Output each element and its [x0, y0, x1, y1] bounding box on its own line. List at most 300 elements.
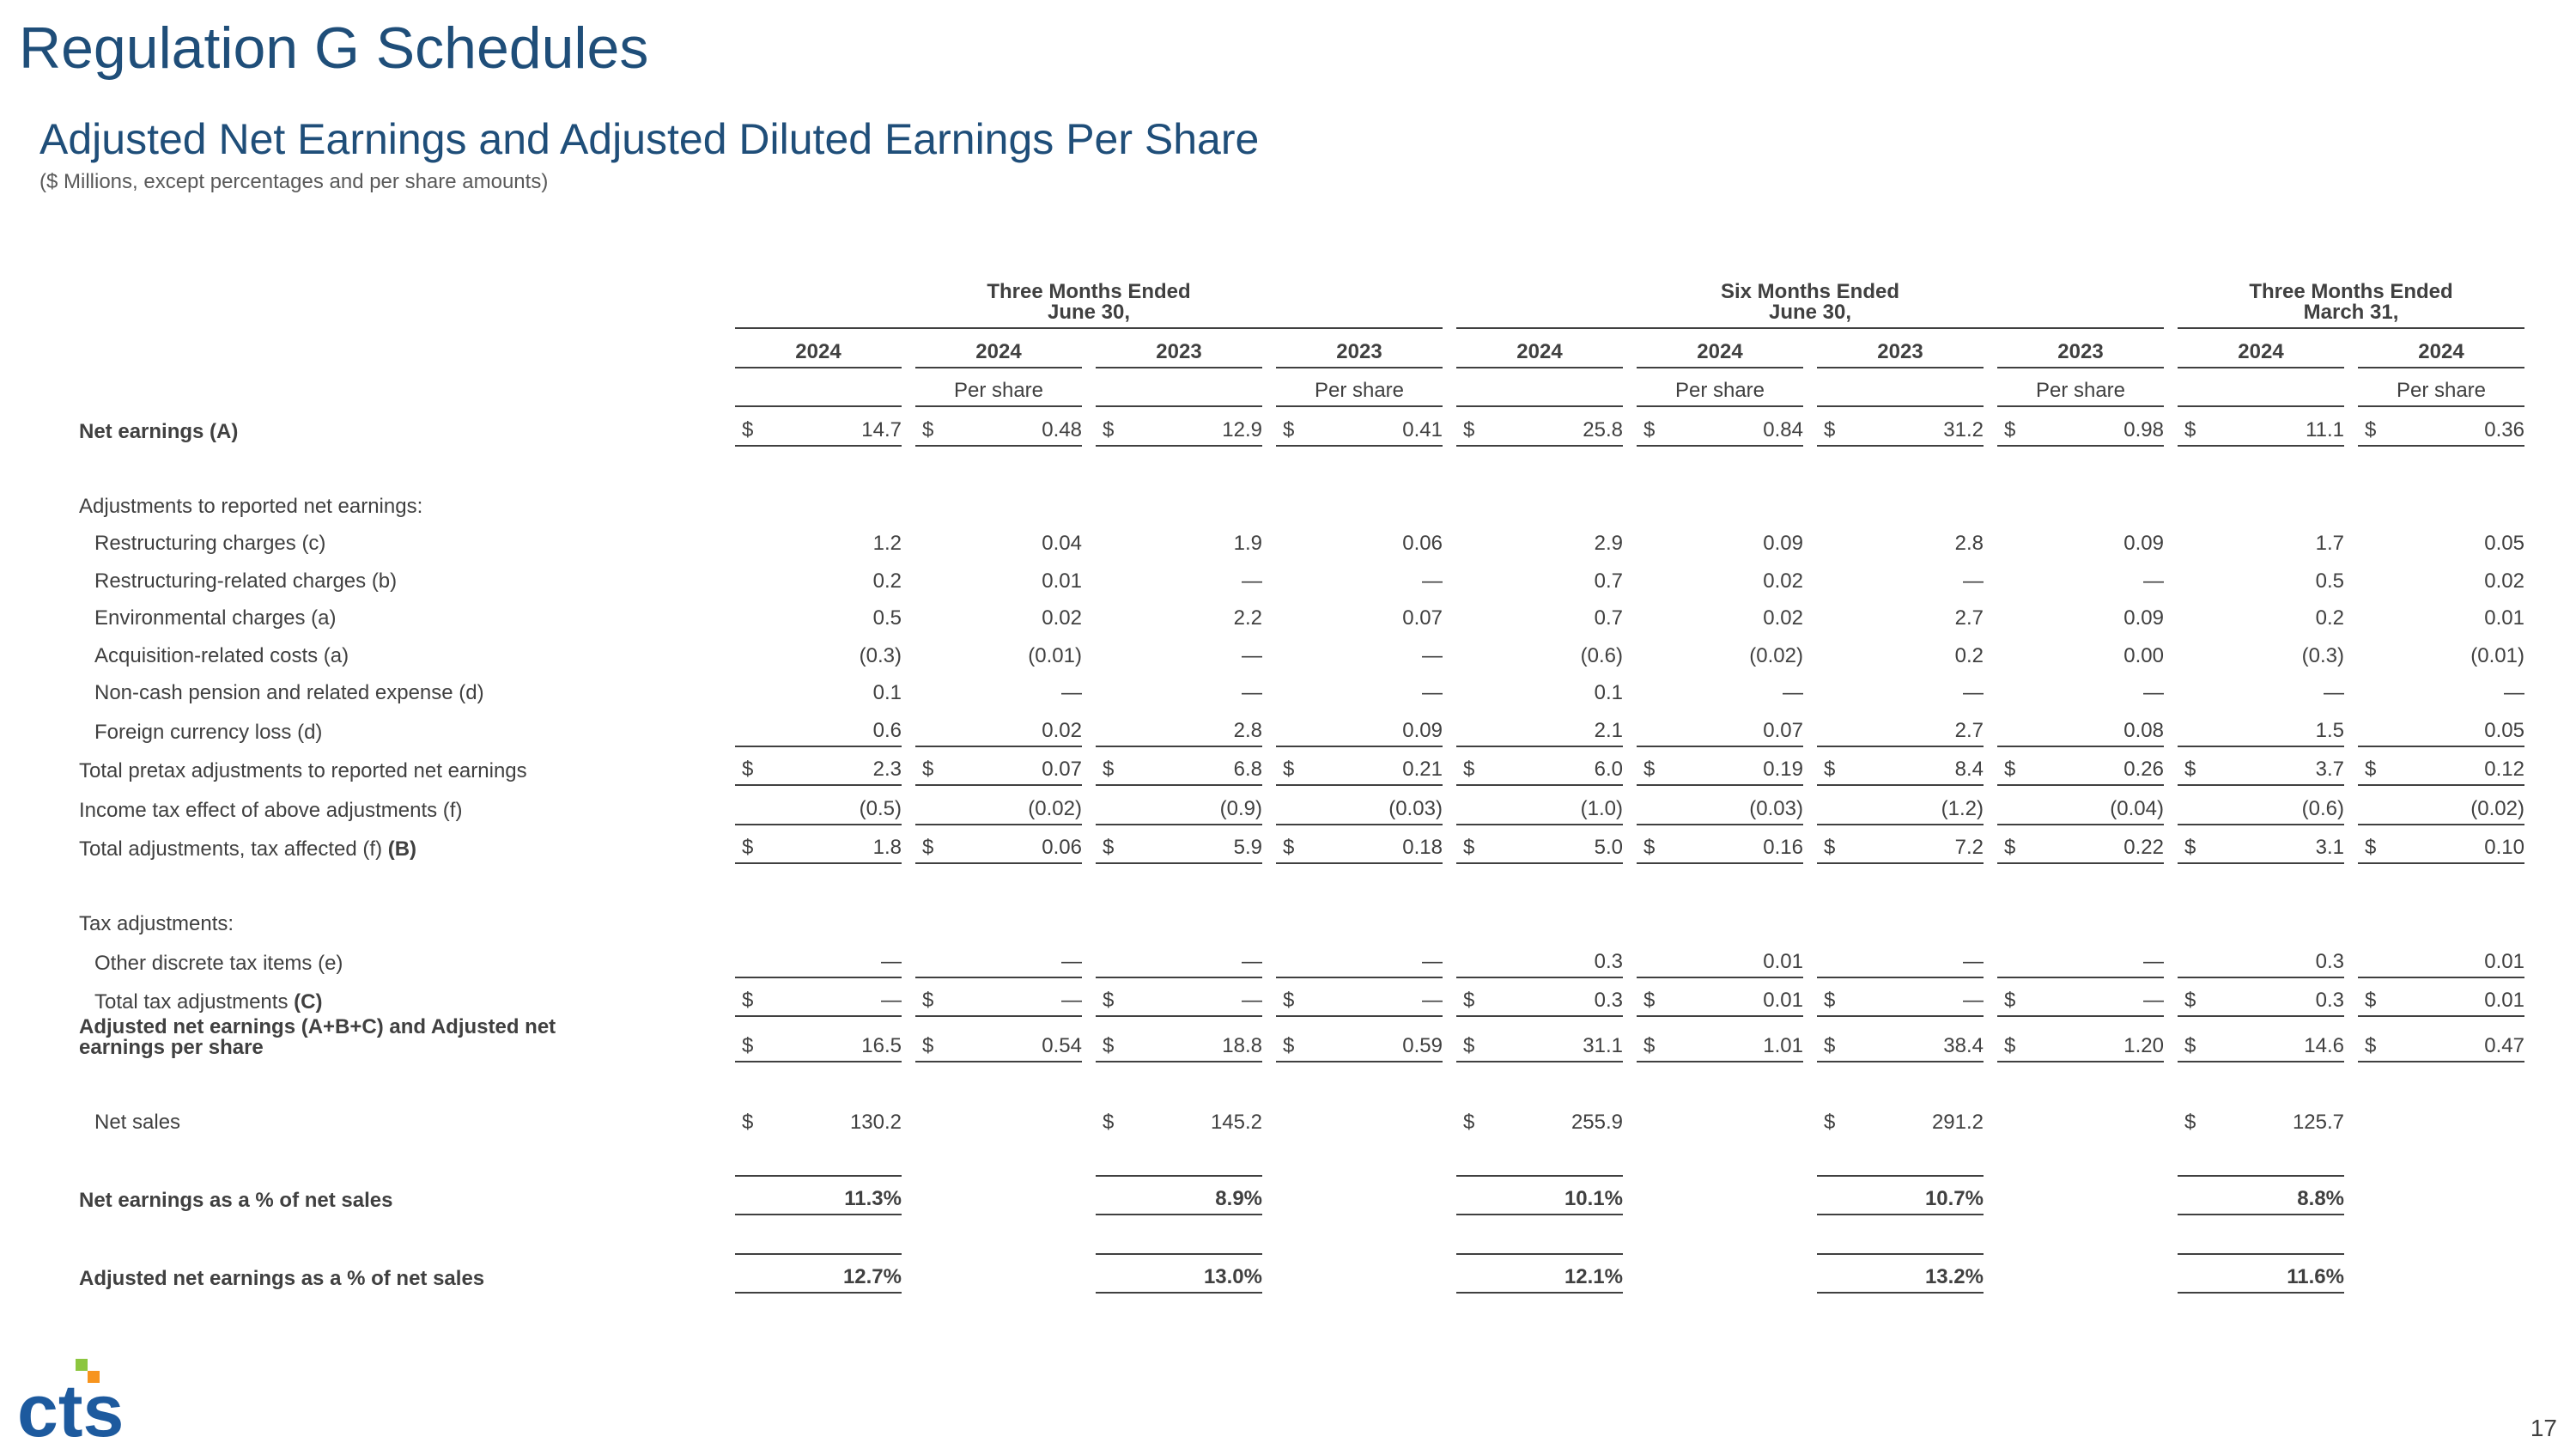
- value-cell: [2178, 786, 2344, 825]
- value-wrap: [915, 643, 1082, 667]
- value-cell: [735, 747, 902, 787]
- value-cell: [1456, 558, 1623, 596]
- value-number: 0.04: [1042, 532, 1082, 555]
- value-number: —: [2143, 989, 2164, 1012]
- value-cell: [1637, 633, 1803, 671]
- currency-symbol: $: [922, 1034, 934, 1057]
- value-number: 0.59: [1402, 1034, 1443, 1057]
- spacer-cell: [79, 1215, 721, 1253]
- value-cell: [1997, 1175, 2164, 1216]
- value-wrap: [1997, 533, 2164, 554]
- value-cell: [2178, 902, 2344, 940]
- period-group-header: [1456, 282, 2164, 329]
- value-number: 0.1: [1594, 681, 1623, 704]
- currency-symbol: [2358, 799, 2365, 819]
- row-label-text: Net sales: [94, 1111, 181, 1134]
- value-number: 0.84: [1763, 417, 1803, 441]
- value-cell: [735, 671, 902, 709]
- value-wrap: [1637, 608, 1803, 629]
- value-wrap: [1096, 571, 1262, 592]
- spacer-cell: [1817, 1062, 1984, 1100]
- currency-symbol: [1817, 721, 1824, 741]
- value-wrap: [2358, 417, 2524, 441]
- table-row: [79, 1253, 2524, 1294]
- value-cell: [915, 407, 1082, 447]
- value-cell: [1096, 1017, 1262, 1062]
- spacer-row: [79, 447, 2524, 484]
- value-cell: [2178, 825, 2344, 865]
- value-number: 0.01: [2484, 989, 2524, 1012]
- value-number: 0.26: [2123, 758, 2164, 781]
- currency-symbol: $: [742, 1111, 754, 1134]
- amount-header: [735, 368, 902, 408]
- value-wrap: [735, 643, 902, 667]
- currency-symbol: $: [2365, 1034, 2377, 1057]
- amount-header: [1096, 368, 1262, 408]
- value-number: 13.2%: [1924, 1265, 1984, 1288]
- value-number: (0.3): [859, 643, 902, 667]
- value-wrap: [735, 990, 902, 1011]
- period-group-line1: Three Months Ended: [987, 280, 1191, 303]
- value-cell: [735, 825, 902, 865]
- value-cell: [1096, 1100, 1262, 1138]
- year-header: 2024: [1637, 329, 1803, 368]
- value-number: —: [1422, 949, 1443, 973]
- year-header: 2023: [1096, 329, 1262, 368]
- currency-symbol: [2358, 952, 2365, 972]
- value-number: 0.18: [1402, 836, 1443, 859]
- spacer-cell: [1456, 1062, 1623, 1100]
- value-number: (0.03): [1388, 796, 1443, 820]
- value-cell: [735, 633, 902, 671]
- value-number: —: [1422, 989, 1443, 1012]
- value-wrap: [1276, 643, 1443, 667]
- value-wrap: [2358, 796, 2524, 820]
- value-number: 0.07: [1763, 718, 1803, 742]
- currency-symbol: [735, 533, 742, 554]
- spacer-row: [79, 1215, 2524, 1253]
- logo-wordmark: cts: [17, 1370, 125, 1443]
- value-cell: [1997, 786, 2164, 825]
- spacer-cell: [1997, 1062, 2164, 1100]
- value-cell: [1817, 558, 1984, 596]
- value-cell: [1096, 1175, 1262, 1216]
- value-cell: [1096, 521, 1262, 559]
- value-cell: [2358, 786, 2524, 825]
- value-number: (1.0): [1580, 796, 1623, 820]
- spacer-cell: [915, 1062, 1082, 1100]
- value-wrap: [735, 417, 902, 441]
- row-label: [79, 902, 721, 940]
- row-label: [79, 633, 721, 671]
- value-number: 0.05: [2484, 718, 2524, 742]
- value-number: 0.3: [1594, 989, 1623, 1012]
- currency-symbol: [1637, 646, 1643, 667]
- value-number: 13.0%: [1203, 1265, 1262, 1288]
- value-wrap: [915, 608, 1082, 629]
- spacer-cell: [1096, 864, 1262, 902]
- value-number: 38.4: [1943, 1034, 1984, 1057]
- value-number: 2.2: [1233, 606, 1262, 630]
- value-number: —: [2143, 569, 2164, 593]
- currency-symbol: [2358, 683, 2365, 703]
- value-wrap: [1817, 796, 1984, 820]
- value-wrap: [1997, 837, 2164, 858]
- value-cell: [1276, 978, 1443, 1018]
- currency-symbol: [1276, 683, 1283, 703]
- currency-symbol: [1456, 1267, 1463, 1288]
- spacer-cell: [1096, 447, 1262, 484]
- value-number: 0.06: [1042, 836, 1082, 859]
- value-number: 0.21: [1402, 758, 1443, 781]
- currency-symbol: [1456, 799, 1463, 819]
- value-wrap: [2358, 1036, 2524, 1056]
- value-wrap: [915, 417, 1082, 441]
- value-cell: [2358, 1100, 2524, 1138]
- value-cell: [1637, 1100, 1803, 1138]
- value-wrap: [2178, 718, 2344, 742]
- page-number: 17: [2530, 1415, 2557, 1441]
- value-cell: [1817, 521, 1984, 559]
- value-cell: [1817, 978, 1984, 1018]
- currency-symbol: [2178, 683, 2184, 703]
- row-label: [79, 521, 721, 559]
- currency-symbol: [1096, 721, 1103, 741]
- currency-symbol: [1456, 683, 1463, 703]
- value-wrap: [1817, 417, 1984, 441]
- currency-symbol: [1817, 1189, 1824, 1209]
- value-wrap: [735, 796, 902, 820]
- value-number: 0.22: [2123, 836, 2164, 859]
- value-wrap: [1637, 1036, 1803, 1056]
- value-number: 0.2: [872, 569, 902, 593]
- currency-symbol: [915, 533, 922, 554]
- value-wrap: [1456, 990, 1623, 1011]
- header-spacer: [79, 282, 721, 329]
- value-cell: [1817, 671, 1984, 709]
- currency-symbol: [1456, 952, 1463, 972]
- value-cell: [1276, 1017, 1443, 1062]
- currency-symbol: [1276, 646, 1283, 667]
- value-wrap: [1637, 417, 1803, 441]
- value-cell: [1637, 939, 1803, 978]
- value-cell: [1817, 939, 1984, 978]
- currency-symbol: $: [2365, 758, 2377, 781]
- currency-symbol: [735, 571, 742, 592]
- value-wrap: [1276, 759, 1443, 780]
- currency-symbol: $: [922, 758, 934, 781]
- value-cell: [1276, 484, 1443, 521]
- value-cell: [1637, 596, 1803, 634]
- value-number: 0.7: [1594, 606, 1623, 630]
- value-wrap: [735, 571, 902, 592]
- year-header: 2024: [735, 329, 902, 368]
- value-cell: [1276, 521, 1443, 559]
- value-wrap: [1096, 1189, 1262, 1209]
- value-number: 0.02: [1042, 606, 1082, 630]
- currency-symbol: [1096, 683, 1103, 703]
- value-cell: [1096, 558, 1262, 596]
- table-row: [79, 1175, 2524, 1216]
- value-wrap: [1096, 643, 1262, 667]
- value-number: 16.5: [861, 1034, 902, 1057]
- value-wrap: [1096, 759, 1262, 780]
- currency-symbol: $: [2004, 1034, 2016, 1057]
- value-number: 0.3: [2315, 949, 2344, 973]
- table-row: [79, 1100, 2524, 1138]
- value-number: 0.09: [1402, 718, 1443, 742]
- currency-symbol: $: [742, 758, 754, 781]
- spacer-cell: [735, 1062, 902, 1100]
- value-cell: [2178, 747, 2344, 787]
- value-cell: [1637, 825, 1803, 865]
- value-cell: [1276, 825, 1443, 865]
- value-wrap: [2358, 608, 2524, 629]
- value-cell: [1997, 978, 2164, 1018]
- value-wrap: [1637, 796, 1803, 820]
- currency-symbol: [735, 952, 742, 972]
- row-label: [79, 484, 721, 521]
- value-wrap: [1997, 718, 2164, 742]
- row-label-text: Net earnings as a % of net sales: [79, 1189, 393, 1212]
- currency-symbol: $: [742, 989, 754, 1012]
- value-cell: [1817, 747, 1984, 787]
- table-row: [79, 484, 2524, 521]
- value-cell: [1096, 825, 1262, 865]
- year-header: 2024: [2358, 329, 2524, 368]
- table-row: [79, 633, 2524, 671]
- currency-symbol: $: [742, 836, 754, 859]
- value-number: 1.20: [2123, 1034, 2164, 1057]
- currency-symbol: $: [1103, 836, 1115, 859]
- value-number: —: [1963, 949, 1984, 973]
- currency-symbol: $: [742, 1034, 754, 1057]
- value-number: —: [1963, 569, 1984, 593]
- value-number: 14.7: [861, 417, 902, 441]
- row-label-line2: earnings per share: [79, 1036, 264, 1059]
- table-row: [79, 939, 2524, 978]
- amount-header: [1817, 368, 1984, 408]
- row-label: [79, 596, 721, 634]
- currency-symbol: $: [1463, 836, 1475, 859]
- spacer-cell: [915, 1215, 1082, 1253]
- value-cell: [1637, 978, 1803, 1018]
- value-cell: [1096, 939, 1262, 978]
- value-wrap: [915, 1036, 1082, 1056]
- value-wrap: [2358, 837, 2524, 858]
- currency-symbol: $: [2184, 836, 2196, 859]
- currency-symbol: [915, 646, 922, 667]
- currency-symbol: [2178, 533, 2184, 554]
- value-cell: [1997, 407, 2164, 447]
- value-number: —: [1783, 681, 1803, 704]
- currency-symbol: $: [2365, 836, 2377, 859]
- value-number: 1.5: [2315, 718, 2344, 742]
- value-wrap: [1997, 949, 2164, 973]
- value-cell: [1276, 902, 1443, 940]
- table-row: [79, 902, 2524, 940]
- currency-symbol: [1637, 721, 1643, 741]
- value-number: 0.41: [1402, 417, 1443, 441]
- value-cell: [1637, 521, 1803, 559]
- value-cell: [1997, 825, 2164, 865]
- value-cell: [1817, 786, 1984, 825]
- period-group-line1: Three Months Ended: [2249, 280, 2453, 303]
- value-wrap: [2358, 533, 2524, 554]
- row-label-text: Foreign currency loss (d): [94, 720, 323, 744]
- spacer-cell: [2178, 1137, 2344, 1175]
- year-header: 2023: [1997, 329, 2164, 368]
- currency-symbol: [2178, 721, 2184, 741]
- value-wrap: [1817, 683, 1984, 703]
- value-cell: [1456, 1175, 1623, 1216]
- value-wrap: [915, 796, 1082, 820]
- value-wrap: [1276, 608, 1443, 629]
- value-cell: [1997, 902, 2164, 940]
- currency-symbol: [1276, 721, 1283, 741]
- table-row: [79, 671, 2524, 709]
- value-number: 31.2: [1943, 417, 1984, 441]
- value-number: 10.1%: [1564, 1187, 1623, 1210]
- value-cell: [1817, 407, 1984, 447]
- currency-symbol: [1456, 1189, 1463, 1209]
- currency-symbol: $: [1643, 1034, 1656, 1057]
- value-cell: [915, 747, 1082, 787]
- value-number: 14.6: [2304, 1034, 2344, 1057]
- value-cell: [735, 978, 902, 1018]
- value-number: —: [1422, 569, 1443, 593]
- value-wrap: [915, 837, 1082, 858]
- currency-symbol: [1096, 799, 1103, 819]
- value-cell: [2178, 521, 2344, 559]
- year-header: 2023: [1817, 329, 1984, 368]
- row-label: [79, 786, 721, 825]
- currency-symbol: [1276, 608, 1283, 629]
- value-number: 1.9: [1233, 532, 1262, 555]
- value-number: (0.02): [2470, 796, 2524, 820]
- value-number: (0.6): [1580, 643, 1623, 667]
- value-number: 7.2: [1954, 836, 1984, 859]
- per-share-header: Per share: [1276, 368, 1443, 408]
- value-cell: [1276, 939, 1443, 978]
- value-wrap: [1456, 533, 1623, 554]
- value-number: (0.9): [1219, 796, 1262, 820]
- currency-symbol: [735, 799, 742, 819]
- value-wrap: [1997, 759, 2164, 780]
- value-wrap: [1096, 608, 1262, 629]
- table-row: [79, 708, 2524, 747]
- value-wrap: [1817, 990, 1984, 1011]
- row-label-text: Net earnings (A): [79, 419, 239, 443]
- row-label: [79, 558, 721, 596]
- value-cell: [915, 978, 1082, 1018]
- value-cell: [1096, 484, 1262, 521]
- currency-symbol: $: [1824, 1111, 1836, 1134]
- row-label-text: Total tax adjustments: [94, 990, 289, 1014]
- spacer-cell: [79, 1137, 721, 1175]
- value-cell: [1997, 596, 2164, 634]
- value-wrap: [1456, 837, 1623, 858]
- value-wrap: [1817, 837, 1984, 858]
- period-group-header: [2178, 282, 2524, 329]
- currency-symbol: [1637, 952, 1643, 972]
- amount-header: [1456, 368, 1623, 408]
- header-spacer: [79, 329, 721, 368]
- spacer-cell: [79, 1062, 721, 1100]
- value-cell: [915, 671, 1082, 709]
- value-number: 2.9: [1594, 532, 1623, 555]
- value-number: (0.01): [1028, 643, 1082, 667]
- currency-symbol: $: [1463, 1034, 1475, 1057]
- value-wrap: [915, 990, 1082, 1011]
- per-share-header: Per share: [1997, 368, 2164, 408]
- currency-symbol: [2178, 608, 2184, 629]
- row-label: [79, 708, 721, 747]
- value-wrap: [1817, 571, 1984, 592]
- value-wrap: [915, 949, 1082, 973]
- currency-symbol: [1456, 608, 1463, 629]
- value-wrap: [2178, 1036, 2344, 1056]
- currency-symbol: [1817, 952, 1824, 972]
- value-cell: [1817, 1253, 1984, 1294]
- value-cell: [915, 939, 1082, 978]
- value-cell: [2178, 1017, 2344, 1062]
- value-cell: [1456, 521, 1623, 559]
- currency-symbol: $: [2004, 989, 2016, 1012]
- currency-symbol: [1997, 952, 2004, 972]
- value-number: 145.2: [1210, 1111, 1262, 1134]
- row-label-bold: (C): [294, 990, 323, 1014]
- section-subtitle: Adjusted Net Earnings and Adjusted Diluted Earnings Per Share: [39, 115, 1260, 163]
- value-wrap: [1276, 533, 1443, 554]
- row-label-text: Other discrete tax items (e): [94, 951, 343, 975]
- value-wrap: [1637, 759, 1803, 780]
- value-wrap: [1817, 533, 1984, 554]
- value-number: 2.8: [1954, 532, 1984, 555]
- value-wrap: [1096, 1267, 1262, 1288]
- value-wrap: [2178, 533, 2344, 554]
- value-wrap: [2358, 990, 2524, 1011]
- value-wrap: [1817, 759, 1984, 780]
- value-number: 1.2: [872, 532, 902, 555]
- value-number: 0.3: [2315, 989, 2344, 1012]
- value-cell: [1637, 708, 1803, 747]
- spacer-cell: [2178, 864, 2344, 902]
- value-wrap: [1456, 796, 1623, 820]
- value-wrap: [735, 683, 902, 703]
- value-cell: [1817, 633, 1984, 671]
- currency-symbol: [1096, 608, 1103, 629]
- header-group-row: [79, 282, 2524, 329]
- value-cell: [1456, 1253, 1623, 1294]
- currency-symbol: $: [1283, 836, 1295, 859]
- spacer-cell: [915, 864, 1082, 902]
- period-group-line2: June 30,: [1047, 301, 1131, 324]
- value-wrap: [735, 1036, 902, 1056]
- spacer-cell: [1997, 1137, 2164, 1175]
- currency-symbol: $: [1643, 989, 1656, 1012]
- value-number: 0.09: [2123, 532, 2164, 555]
- value-cell: [1096, 708, 1262, 747]
- value-cell: [2358, 902, 2524, 940]
- value-number: 10.7%: [1924, 1187, 1984, 1210]
- currency-symbol: [735, 683, 742, 703]
- value-cell: [2178, 1175, 2344, 1216]
- row-label: [79, 978, 721, 1018]
- spacer-cell: [1276, 1137, 1443, 1175]
- value-number: 0.02: [2484, 569, 2524, 593]
- value-cell: [2178, 1253, 2344, 1294]
